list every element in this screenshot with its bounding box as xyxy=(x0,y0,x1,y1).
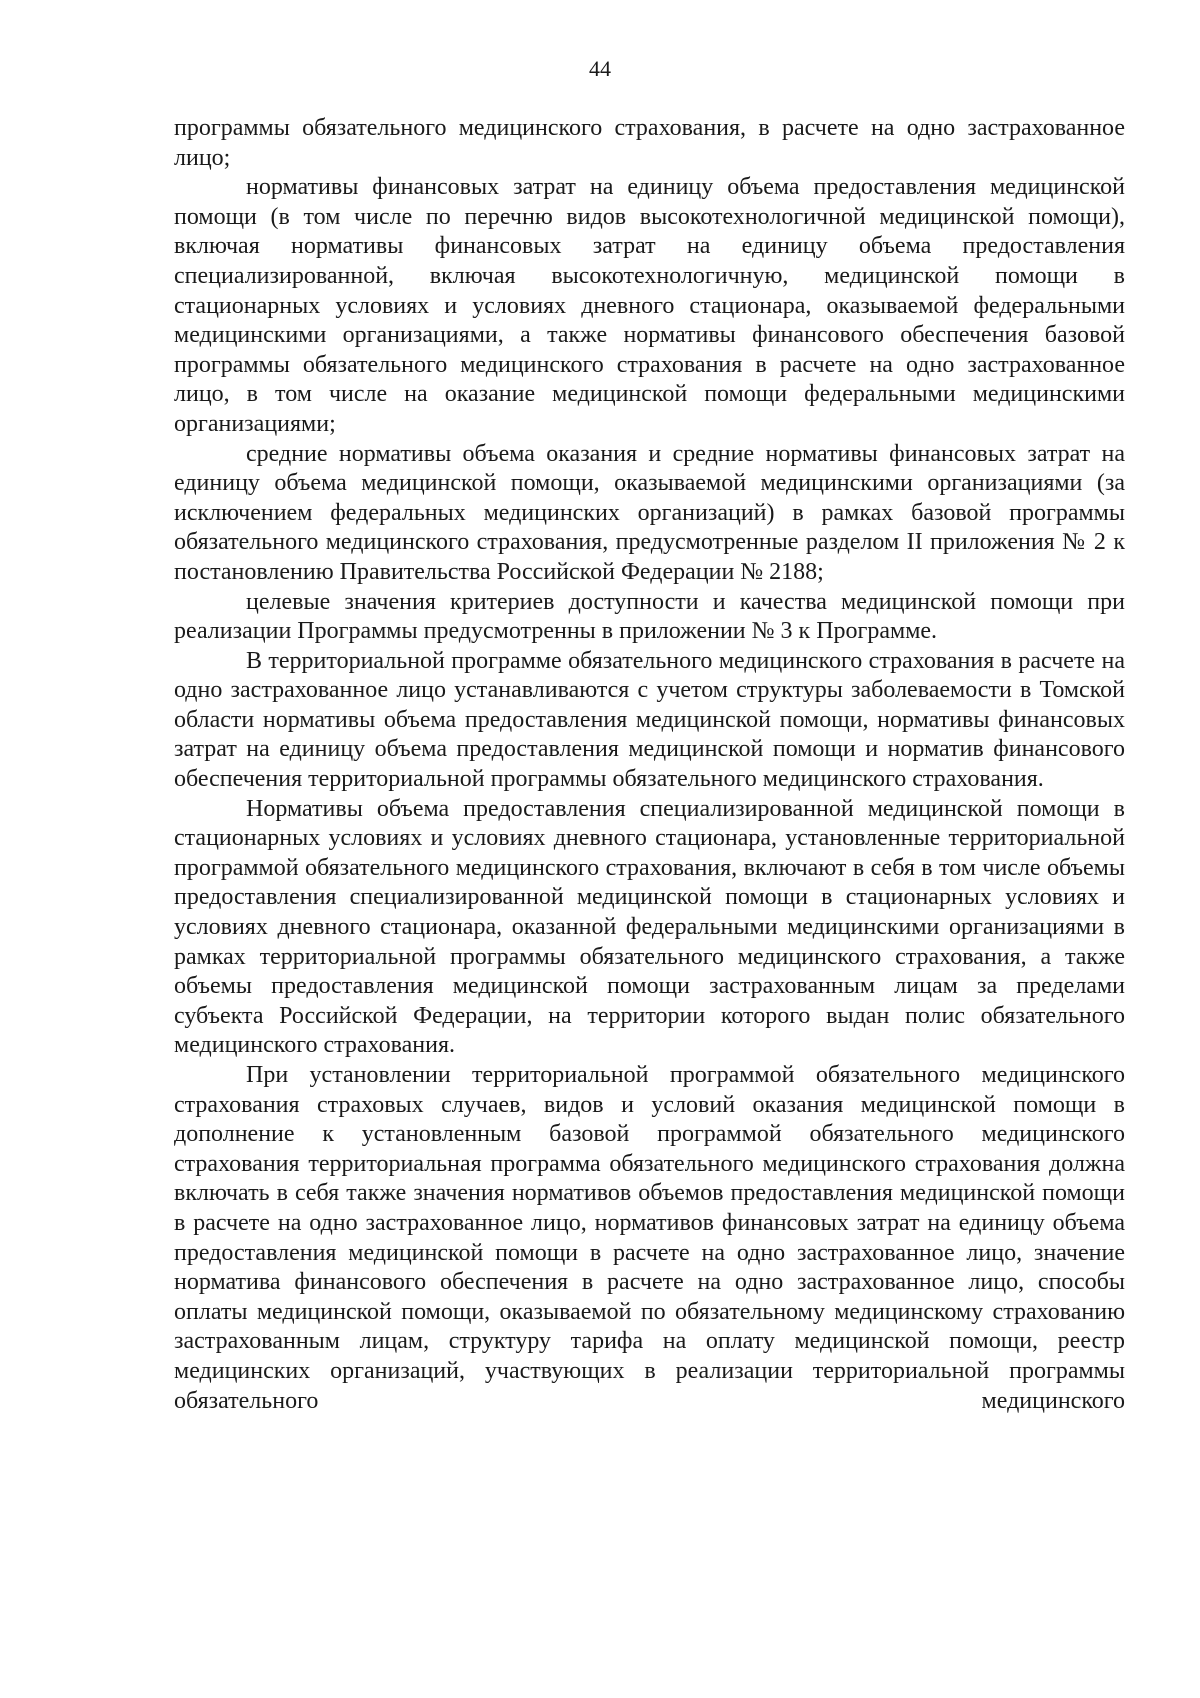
paragraph-average-volume-norms: средние нормативы объема оказания и средние нормативы финансовых затрат на единицу объема медицинской помощи, оказываемой медицинскими организациями (за исключением федеральных медицинских организаций) в рамках базовой программы обязательного медицинского страхования, предусмотренные разделом II приложения № 2 к постановлению Правительства Российской Федерации № 2188; xyxy=(174,440,1125,585)
paragraph-territorial-program: В территориальной программе обязательного медицинского страхования в расчете на одно застрахованное лицо устанавливаются с учетом структуры заболеваемости в Томской области нормативы объема предоставления медицинской помощи, нормативы финансовых затрат на единицу объема предоставления медицинской помощи и норматив финансового обеспечения территориальной программы обязательного медицинского страхования. xyxy=(174,647,1125,793)
paragraph-continuation: программы обязательного медицинского страхования, в расчете на одно застрахованное лицо; xyxy=(174,115,1125,171)
page-number: 44 xyxy=(589,56,611,81)
paragraph-additional-insured-events: При установлении территориальной программой обязательного медицинского страхования страховых случаев, видов и условий оказания медицинской помощи в дополнение к установленным базовой программой обязательного медицинского страхования территориальная программа обязательного медицинского страхования должна включать в себя также значения нормативов объемов предоставления медицинской помощи в расчете на одно застрахованное лицо, нормативов финансовых затрат на единицу объема предоставления медицинской помощи в расчете на одно застрахованное лицо, значение норматива финансового обеспечения в расчете на одно застрахованное лицо, способы оплаты медицинской помощи, оказываемой по обязательному медицинскому страхованию застрахованным лицам, структуру тарифа на оплату медицинской помощи, реестр медицинских организаций, участвующих в реализации территориальной программы обязательного медицинского xyxy=(174,1062,1125,1414)
paragraph-financial-cost-norms: нормативы финансовых затрат на единицу объема предоставления медицинской помощи (в том числе по перечню видов высокотехнологичной медицинской помощи), включая нормативы финансовых затрат на единицу объема предоставления специализированной, включая высокотехнологичную, медицинской помощи в стационарных условиях и условиях дневного стационара, оказываемой федеральными медицинскими организациями, а также нормативы финансового обеспечения базовой программы обязательного медицинского страхования в расчете на одно застрахованное лицо, в том числе на оказание медицинской помощи федеральными медицинскими организациями; xyxy=(174,174,1125,437)
paragraph-specialized-care-volume: Нормативы объема предоставления специализированной медицинской помощи в стационарных условиях и условиях дневного стационара, установленные территориальной программой обязательного медицинского страхования, включают в себя в том числе объемы предоставления специализированной медицинской помощи в стационарных условиях и условиях дневного стационара, оказанной федеральными медицинскими организациями в рамках территориальной программы обязательного медицинского страхования, а также объемы предоставления медицинской помощи застрахованным лицам за пределами субъекта Российской Федерации, на территории которого выдан полис обязательного медицинского страхования. xyxy=(174,795,1125,1059)
document-body xyxy=(174,114,1125,1416)
paragraph-target-criteria: целевые значения критериев доступности и качества медицинской помощи при реализации Программы предусмотренны в приложении № 3 к Программе. xyxy=(174,588,1125,645)
